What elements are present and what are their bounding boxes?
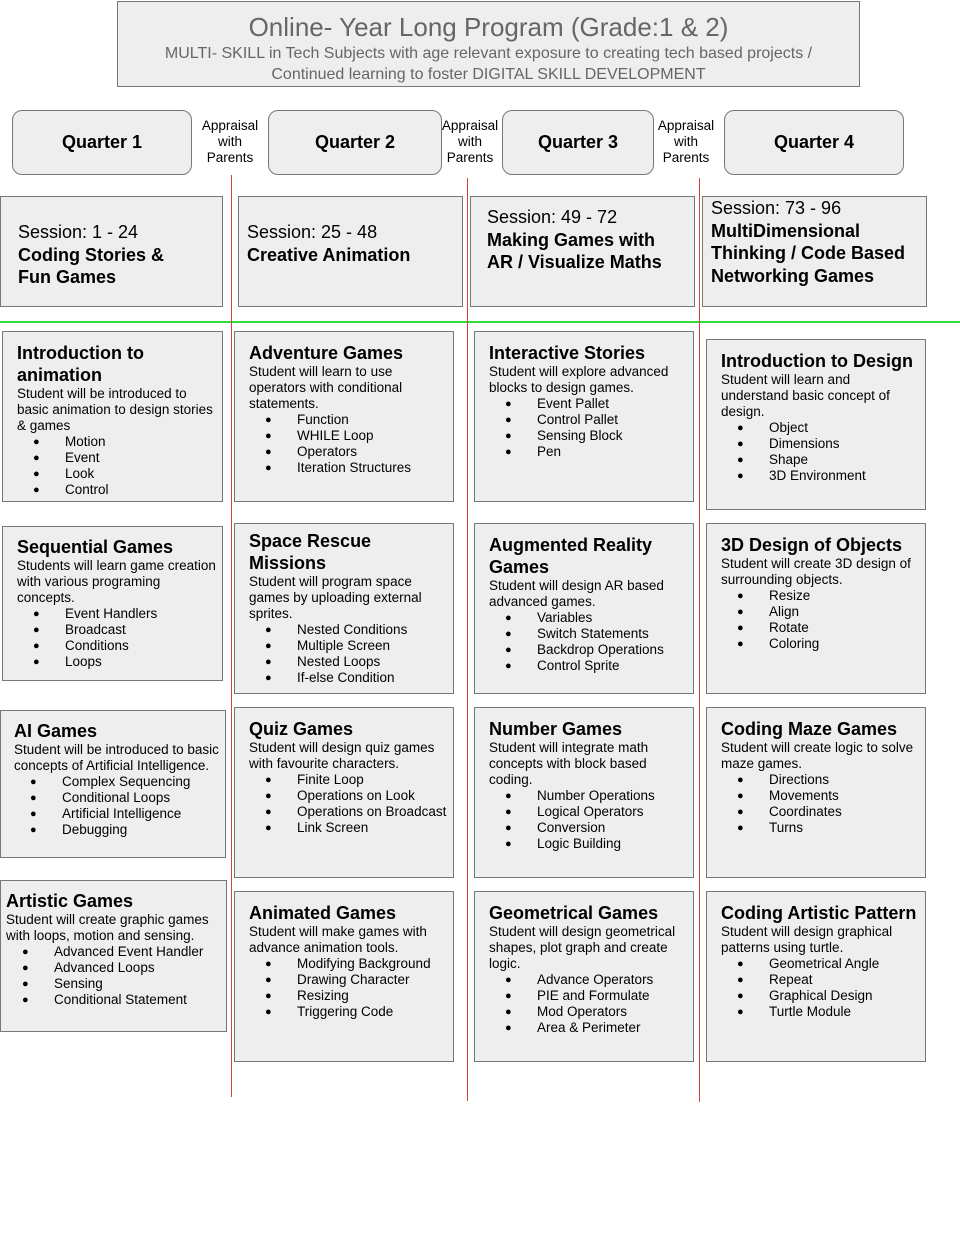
topic-item: ● Switch Statements	[489, 626, 689, 642]
quarter-1-box: Quarter 1	[12, 110, 192, 175]
appraisal-label-3	[654, 118, 718, 166]
topic-item: ● Conditional Loops	[14, 790, 221, 806]
appraisal-word: with	[217, 134, 242, 149]
module-title: Coding Maze Games	[721, 719, 898, 739]
topic-item: ● If-else Condition	[249, 670, 449, 686]
topic-item: ● Nested Loops	[249, 654, 449, 670]
topic-item: ● Iteration Structures	[249, 460, 449, 476]
module-title: Space Rescue Missions	[249, 531, 372, 573]
module-title: Artistic Games	[6, 891, 134, 911]
appraisal-word: Appraisal	[441, 118, 499, 133]
module-title: Sequential Games	[17, 537, 174, 557]
module-title: AI Games	[14, 721, 98, 741]
module-description: Student will explore advanced blocks to design games.	[489, 364, 669, 395]
topic-item: ● Event	[17, 450, 218, 466]
module-title: 3D Design of Objects	[721, 535, 903, 555]
session-range: Session: 25 - 48	[247, 222, 378, 242]
quarter-2-box: Quarter 2	[268, 110, 442, 175]
topic-list	[489, 610, 689, 674]
topic-item: ● Complex Sequencing	[14, 774, 221, 790]
module-title: Number Games	[489, 719, 623, 739]
program-subtitle-line2: Continued learning to foster DIGITAL SKILL DEVELOPMENT	[271, 66, 706, 83]
topic-item: ● Mod Operators	[489, 1004, 689, 1020]
module-title: Interactive Stories	[489, 343, 646, 363]
module-card	[706, 707, 926, 878]
module-card	[706, 339, 926, 510]
topic-item: ● Link Screen	[249, 820, 449, 836]
topic-item: ● Control	[17, 482, 218, 498]
module-card	[474, 891, 694, 1062]
appraisal-label-1	[196, 118, 264, 166]
topic-item: ● Graphical Design	[721, 988, 921, 1004]
quarter-divider-line-1	[231, 175, 232, 1097]
module-card	[0, 710, 226, 858]
appraisal-label-2	[438, 118, 502, 166]
session-box-2	[238, 196, 463, 307]
topic-item: ● Function	[249, 412, 449, 428]
appraisal-word: Appraisal	[657, 118, 715, 133]
topic-item: ● Finite Loop	[249, 772, 449, 788]
session-name: Fun Games	[18, 267, 117, 287]
topic-item: ● Directions	[721, 772, 921, 788]
topic-item: ● Advanced Loops	[6, 960, 222, 976]
topic-list	[489, 972, 689, 1036]
appraisal-word: with	[457, 134, 482, 149]
module-card	[474, 707, 694, 878]
topic-item: ● Look	[17, 466, 218, 482]
module-card	[474, 523, 694, 694]
topic-item: ● Sensing Block	[489, 428, 689, 444]
topic-item: ● Logic Building	[489, 836, 689, 852]
appraisal-word: Parents	[446, 150, 494, 165]
session-range: Session: 49 - 72	[487, 207, 618, 227]
topic-item: ● WHILE Loop	[249, 428, 449, 444]
module-card	[0, 880, 227, 1032]
session-name: Creative Animation	[247, 244, 411, 265]
module-title: Augmented Reality Games	[489, 535, 653, 577]
topic-item: ● Shape	[721, 452, 921, 468]
topic-list	[14, 774, 221, 838]
topic-item: ● Logical Operators	[489, 804, 689, 820]
topic-item: ● Control Pallet	[489, 412, 689, 428]
module-card	[706, 523, 926, 694]
topic-item: ● Conditional Statement	[6, 992, 222, 1008]
appraisal-word: Parents	[662, 150, 710, 165]
topic-item: ● Dimensions	[721, 436, 921, 452]
topic-item: ● Conditions	[17, 638, 218, 654]
topic-list	[249, 622, 449, 686]
topic-item: ● Rotate	[721, 620, 921, 636]
appraisal-word: with	[673, 134, 698, 149]
topic-item: ● Operations on Broadcast	[249, 804, 449, 820]
module-description: Student will make games with advance animation tools.	[249, 924, 427, 955]
topic-list	[249, 956, 449, 1020]
topic-item: ● Turtle Module	[721, 1004, 921, 1020]
topic-list	[721, 588, 921, 652]
appraisal-word: Parents	[206, 150, 254, 165]
topic-item: ● Area & Perimeter	[489, 1020, 689, 1036]
module-card	[2, 526, 223, 681]
topic-item: ● Object	[721, 420, 921, 436]
module-description: Student will learn and understand basic concept of design.	[721, 372, 890, 419]
topic-item: ● Coloring	[721, 636, 921, 652]
session-range: Session: 1 - 24	[18, 222, 139, 242]
program-subtitle-line1: MULTI- SKILL in Tech Subjects with age relevant exposure to creating tech based projects /	[164, 45, 813, 62]
topic-list	[249, 412, 449, 476]
module-title: Animated Games	[249, 903, 397, 923]
session-box-3	[470, 196, 695, 307]
topic-list	[721, 956, 921, 1020]
module-description: Student will program space games by uploading external sprites.	[249, 574, 422, 621]
session-name: AR / Visualize Maths	[487, 252, 662, 272]
module-card	[474, 331, 694, 502]
quarter-divider-line-3	[699, 178, 700, 1102]
module-card	[234, 707, 454, 878]
topic-item: ● Pen	[489, 444, 689, 460]
section-divider-line	[0, 321, 960, 323]
module-description: Student will design quiz games with favourite characters.	[249, 740, 435, 771]
topic-item: ● Repeat	[721, 972, 921, 988]
session-name: Making Games with	[487, 229, 656, 250]
topic-item: ● Artificial Intelligence	[14, 806, 221, 822]
topic-item: ● Broadcast	[17, 622, 218, 638]
quarter-4-box: Quarter 4	[724, 110, 904, 175]
topic-list	[17, 606, 218, 670]
topic-item: ● Control Sprite	[489, 658, 689, 674]
topic-item: ● Drawing Character	[249, 972, 449, 988]
topic-item: ● 3D Environment	[721, 468, 921, 484]
module-description: Student will create 3D design of surrounding objects.	[721, 556, 911, 587]
session-name: MultiDimensional	[711, 220, 861, 241]
module-description: Students will learn game creation with various programing concepts.	[17, 558, 216, 605]
module-description: Student will create logic to solve maze games.	[721, 740, 914, 771]
program-title: Online- Year Long Program (Grade:1 & 2)	[248, 12, 729, 42]
session-name: Thinking / Code Based	[711, 243, 906, 263]
session-range: Session: 73 - 96	[711, 198, 842, 218]
topic-list	[6, 944, 222, 1008]
topic-item: ● Number Operations	[489, 788, 689, 804]
topic-list	[489, 396, 689, 460]
topic-list	[721, 772, 921, 836]
session-box-1	[0, 196, 223, 307]
topic-item: ● Align	[721, 604, 921, 620]
topic-list	[721, 420, 921, 484]
session-name: Networking Games	[711, 265, 875, 286]
module-description: Student will integrate math concepts with block based coding.	[489, 740, 649, 787]
session-box-4	[702, 196, 927, 307]
topic-item: ● Geometrical Angle	[721, 956, 921, 972]
topic-item: ● Turns	[721, 820, 921, 836]
topic-item: ● Event Handlers	[17, 606, 218, 622]
module-card	[234, 523, 454, 694]
topic-item: ● Conversion	[489, 820, 689, 836]
topic-item: ● Motion	[17, 434, 218, 450]
topic-item: ● Coordinates	[721, 804, 921, 820]
module-description: Student will be introduced to basic animation to design stories & games	[17, 386, 213, 433]
topic-item: ● Event Pallet	[489, 396, 689, 412]
module-title: Coding Artistic Pattern	[721, 903, 917, 923]
topic-item: ● Modifying Background	[249, 956, 449, 972]
module-title: Geometrical Games	[489, 903, 659, 923]
topic-item: ● Sensing	[6, 976, 222, 992]
session-name: Coding Stories &	[18, 244, 165, 265]
quarter-3-box: Quarter 3	[502, 110, 654, 175]
topic-list	[489, 788, 689, 852]
module-description: Student will design geometrical shapes, plot graph and create logic.	[489, 924, 676, 971]
module-description: Student will create graphic games with loops, motion and sensing.	[6, 912, 209, 943]
module-card	[706, 891, 926, 1062]
topic-item: ● Loops	[17, 654, 218, 670]
module-description: Student will design AR based advanced games.	[489, 578, 664, 609]
appraisal-word: Appraisal	[201, 118, 259, 133]
module-card	[234, 331, 454, 502]
quarter-divider-line-2	[467, 178, 468, 1101]
program-header	[117, 1, 860, 87]
module-title: Adventure Games	[249, 343, 404, 363]
topic-item: ● Movements	[721, 788, 921, 804]
topic-item: ● Operators	[249, 444, 449, 460]
module-card	[234, 891, 454, 1062]
topic-item: ● Nested Conditions	[249, 622, 449, 638]
module-description: Student will design graphical patterns using turtle.	[721, 924, 893, 955]
module-title: Introduction to Design	[721, 351, 913, 371]
topic-list	[17, 434, 218, 498]
topic-item: ● PIE and Formulate	[489, 988, 689, 1004]
topic-list	[249, 772, 449, 836]
topic-item: ● Variables	[489, 610, 689, 626]
topic-item: ● Debugging	[14, 822, 221, 838]
topic-item: ● Multiple Screen	[249, 638, 449, 654]
module-description: Student will be introduced to basic concepts of Artificial Intelligence.	[14, 742, 219, 773]
topic-item: ● Backdrop Operations	[489, 642, 689, 658]
module-description: Student will learn to use operators with conditional statements.	[249, 364, 403, 411]
topic-item: ● Advanced Event Handler	[6, 944, 222, 960]
topic-item: ● Advance Operators	[489, 972, 689, 988]
topic-item: ● Resize	[721, 588, 921, 604]
module-title: Quiz Games	[249, 719, 354, 739]
topic-item: ● Triggering Code	[249, 1004, 449, 1020]
topic-item: ● Operations on Look	[249, 788, 449, 804]
topic-item: ● Resizing	[249, 988, 449, 1004]
module-card	[2, 331, 223, 502]
module-title: Introduction to animation	[17, 343, 144, 385]
